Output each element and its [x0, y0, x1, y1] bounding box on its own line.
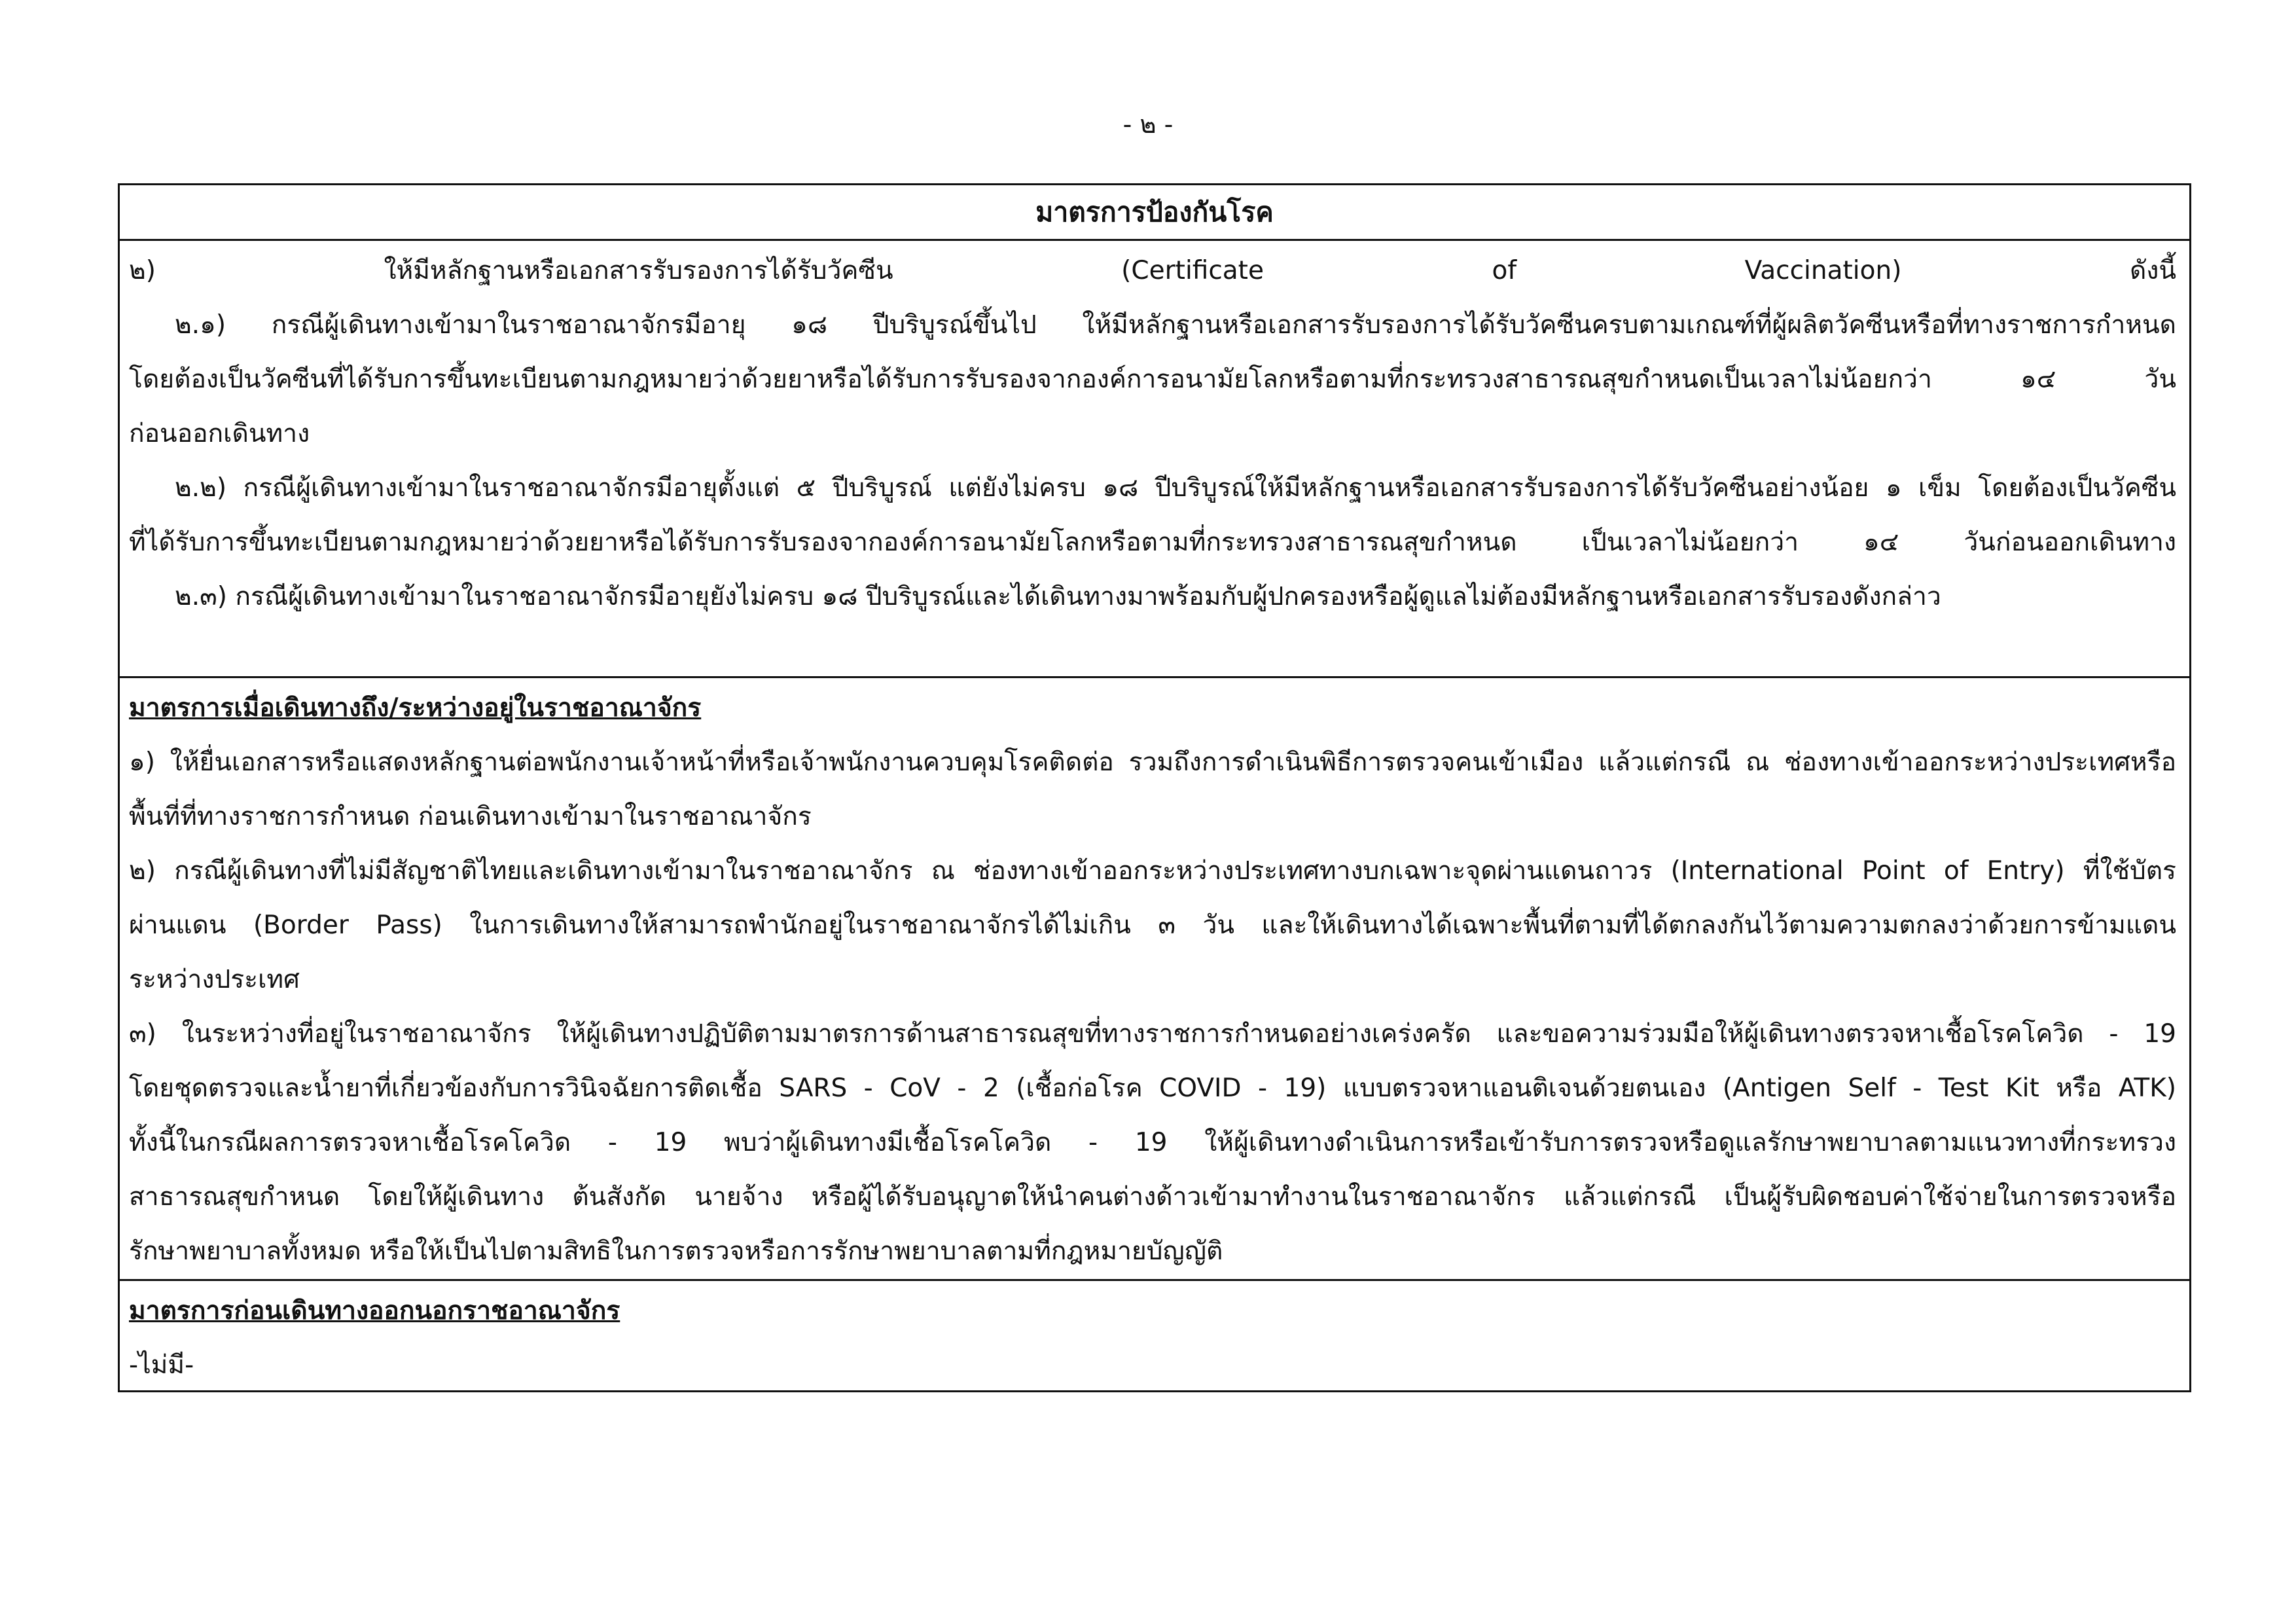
paragraph-line: ก่อนออกเดินทาง [129, 419, 310, 448]
section-heading: มาตรการเมื่อเดินทางถึง/ระหว่างอยู่ในราชอาณาจักร [129, 693, 702, 723]
paragraph-line: ๒) กรณีผู้เดินทางที่ไม่มีสัญชาติไทยและเดินทางเข้ามาในราชอาณาจักร ณ ช่องทางเข้าออกระหว่างประเทศทางบกเฉพาะจุดผ่านแดนถาวร (International Point of Entry) ที่ใช้บัตร [129, 856, 2176, 886]
departure-measures-section [120, 1281, 2189, 1390]
measures-table [118, 183, 2191, 1392]
paragraph-line: ๒) ให้มีหลักฐานหรือเอกสารรับรองการได้รับวัคซีน (Certificate of Vaccination) ดังนี้ [129, 256, 2176, 285]
paragraph-line: ๑) ให้ยื่นเอกสารหรือแสดงหลักฐานต่อพนักงานเจ้าหน้าที่หรือเจ้าพนักงานควบคุมโรคติดต่อ รวมถึงการดำเนินพิธีการตรวจคนเข้าเมือง แล้วแต่กรณี ณ ช่องทางเข้าออกระหว่างประเทศหรือ [129, 748, 2176, 777]
page-number: - ๒ - [1122, 110, 1174, 139]
paragraph-line: โดยต้องเป็นวัคซีนที่ได้รับการขึ้นทะเบียนตามกฎหมายว่าด้วยยาหรือได้รับการรับรองจากองค์การอนามัยโลกหรือตามที่กระทรวงสาธารณสุขกำหนดเป็นเวลาไม่น้อยกว่า ๑๔ วัน [129, 365, 2176, 394]
paragraph-line: ระหว่างประเทศ [129, 965, 300, 994]
paragraph-line: ผ่านแดน (Border Pass) ในการเดินทางให้สามารถพำนักอยู่ในราชอาณาจักรได้ไม่เกิน ๓ วัน และให้เดินทางได้เฉพาะพื้นที่ตามที่ได้ตกลงกันไว้ตามความตกลงว่าด้วยการข้ามแดน [129, 911, 2176, 940]
paragraph-line: รักษาพยาบาลทั้งหมด หรือให้เป็นไปตามสิทธิในการตรวจหรือการรักษาพยาบาลตามที่กฎหมายบัญญัติ [129, 1236, 1223, 1266]
section-heading: มาตรการก่อนเดินทางออกนอกราชอาณาจักร [129, 1296, 620, 1326]
vaccination-section [120, 241, 2189, 678]
paragraph-line: ๒.๒) กรณีผู้เดินทางเข้ามาในราชอาณาจักรมีอายุตั้งแต่ ๕ ปีบริบูรณ์ แต่ยังไม่ครบ ๑๘ ปีบริบูรณ์ให้มีหลักฐานหรือเอกสารรับรองการได้รับวัคซีนอย่างน้อย ๑ เข็ม โดยต้องเป็นวัคซีน [175, 473, 2176, 503]
paragraph-line: สาธารณสุขกำหนด โดยให้ผู้เดินทาง ต้นสังกัด นายจ้าง หรือผู้ได้รับอนุญาตให้นำคนต่างด้าวเข้ามาทำงานในราชอาณาจักร แล้วแต่กรณี เป็นผู้รับผิดชอบค่าใช้จ่ายในการตรวจหรือ [129, 1182, 2176, 1212]
paragraph-line: โดยชุดตรวจและน้ำยาที่เกี่ยวข้องกับการวินิจฉัยการติดเชื้อ SARS - CoV - 2 (เชื้อก่อโรค COVID - 19) แบบตรวจหาแอนติเจนด้วยตนเอง (Antigen Self - Test Kit หรือ ATK) [129, 1074, 2176, 1103]
paragraph-line: ๒.๑) กรณีผู้เดินทางเข้ามาในราชอาณาจักรมีอายุ ๑๘ ปีบริบูรณ์ขึ้นไป ให้มีหลักฐานหรือเอกสารรับรองการได้รับวัคซีนครบตามเกณฑ์ที่ผู้ผลิตวัคซีนหรือที่ทางราชการกำหนด [175, 310, 2176, 340]
paragraph-line: ๒.๓) กรณีผู้เดินทางเข้ามาในราชอาณาจักรมีอายุยังไม่ครบ ๑๘ ปีบริบูรณ์และได้เดินทางมาพร้อมกับผู้ปกครองหรือผู้ดูแลไม่ต้องมีหลักฐานหรือเอกสารรับรองดังกล่าว [175, 582, 1941, 611]
paragraph-line: -ไม่มี- [129, 1350, 194, 1380]
arrival-measures-section [120, 678, 2189, 1281]
paragraph-line: ทั้งนี้ในกรณีผลการตรวจหาเชื้อโรคโควิด - 19 พบว่าผู้เดินทางมีเชื้อโรคโควิด - 19 ให้ผู้เดินทางดำเนินการหรือเข้ารับการตรวจหรือดูแลรักษาพยาบาลตามแนวทางที่กระทรวง [129, 1128, 2176, 1157]
paragraph-line: พื้นที่ที่ทางราชการกำหนด ก่อนเดินทางเข้ามาในราชอาณาจักร [129, 802, 812, 831]
paragraph-line: ๓) ในระหว่างที่อยู่ในราชอาณาจักร ให้ผู้เดินทางปฏิบัติตามมาตรการด้านสาธารณสุขที่ทางราชการกำหนดอย่างเคร่งครัด และขอความร่วมมือให้ผู้เดินทางตรวจหาเชื้อโรคโควิด - 19 [129, 1019, 2176, 1049]
paragraph-line: ที่ได้รับการขึ้นทะเบียนตามกฎหมายว่าด้วยยาหรือได้รับการรับรองจากองค์การอนามัยโลกหรือตามที่กระทรวงสาธารณสุขกำหนด เป็นเวลาไม่น้อยกว่า ๑๔ วันก่อนออกเดินทาง [129, 528, 2176, 557]
table-header: มาตรการป้องกันโรค [120, 185, 2189, 241]
